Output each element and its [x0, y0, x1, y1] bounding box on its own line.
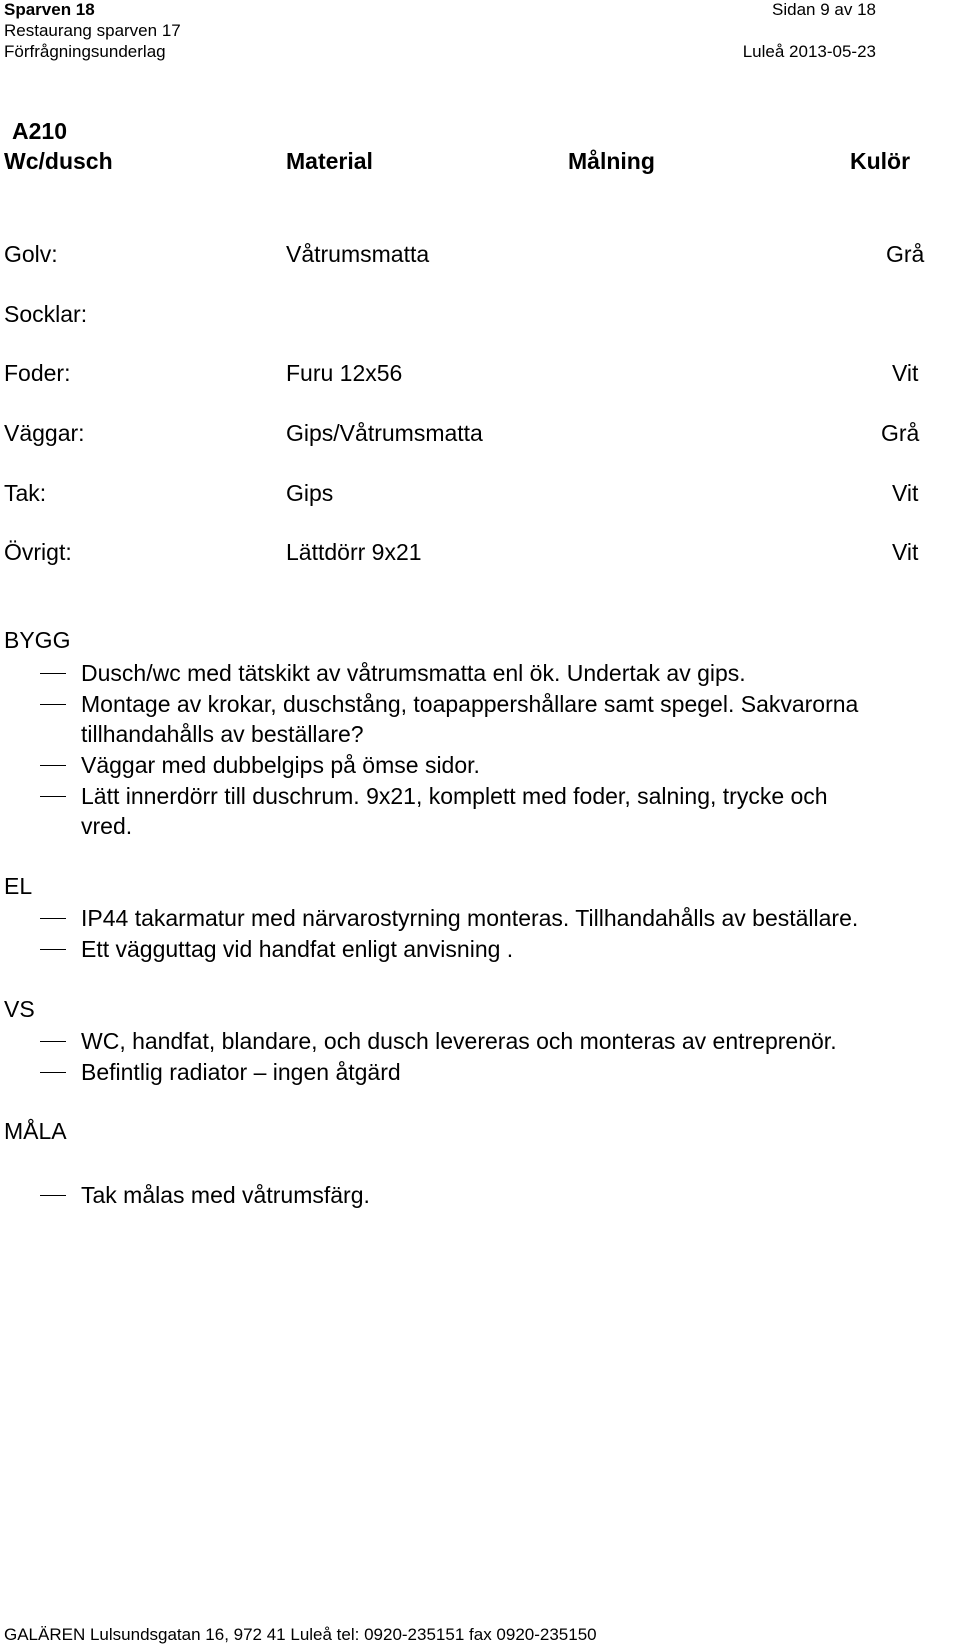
- column-paint: Målning: [568, 148, 655, 174]
- list-item: Befintlig radiator – ingen åtgärd: [81, 1059, 401, 1085]
- dash-bullet: [40, 704, 66, 705]
- section-title-vs: VS: [4, 996, 35, 1022]
- row-material: Gips/Våtrumsmatta: [286, 420, 483, 446]
- list-item: Väggar med dubbelgips på ömse sidor.: [81, 752, 480, 778]
- row-color: Vit: [892, 480, 919, 506]
- dash-bullet: [40, 673, 66, 674]
- subtitle: Restaurang sparven 17: [4, 21, 181, 40]
- dash-bullet: [40, 918, 66, 919]
- dash-bullet: [40, 796, 66, 797]
- row-material: Lättdörr 9x21: [286, 539, 422, 565]
- row-label: Socklar:: [4, 301, 88, 327]
- dash-bullet: [40, 765, 66, 766]
- row-color: Vit: [892, 360, 919, 386]
- row-color: Grå: [881, 420, 920, 446]
- list-item: Lätt innerdörr till duschrum. 9x21, komplett med foder, salning, trycke och: [81, 783, 828, 809]
- row-label: Övrigt:: [4, 539, 72, 565]
- room-name: Wc/dusch: [4, 148, 113, 174]
- row-label: Väggar:: [4, 420, 85, 446]
- dash-bullet: [40, 949, 66, 950]
- list-item: WC, handfat, blandare, och dusch levereras och monteras av entreprenör.: [81, 1028, 837, 1054]
- list-item: Tak målas med våtrumsfärg.: [81, 1182, 370, 1208]
- list-item-continuation: vred.: [81, 813, 133, 839]
- row-material: Furu 12x56: [286, 360, 403, 386]
- row-material: Gips: [286, 480, 334, 506]
- dash-bullet: [40, 1195, 66, 1196]
- section-title-bygg: BYGG: [4, 627, 71, 653]
- section-title-mala: MÅLA: [4, 1118, 67, 1144]
- room-code: A210: [12, 118, 67, 144]
- list-item: Montage av krokar, duschstång, toapappershållare samt spegel. Sakvarorna: [81, 691, 859, 717]
- column-material: Material: [286, 148, 373, 174]
- dash-bullet: [40, 1041, 66, 1042]
- column-color: Kulör: [850, 148, 911, 174]
- project-name: Sparven 18: [4, 0, 95, 19]
- list-item: Dusch/wc med tätskikt av våtrumsmatta enl ök. Undertak av gips.: [81, 660, 746, 686]
- row-material: Våtrumsmatta: [286, 241, 430, 267]
- dash-bullet: [40, 1072, 66, 1073]
- section-title-el: EL: [4, 873, 33, 899]
- document-type: Förfrågningsunderlag: [4, 42, 166, 61]
- list-item-continuation: tillhandahålls av beställare?: [81, 721, 364, 747]
- row-label: Foder:: [4, 360, 71, 386]
- footer-address: GALÄREN Lulsundsgatan 16, 972 41 Luleå tel: 0920-235151 fax 0920-235150: [4, 1625, 597, 1644]
- row-color: Grå: [886, 241, 925, 267]
- row-color: Vit: [892, 539, 919, 565]
- row-label: Tak:: [4, 480, 47, 506]
- page-number: Sidan 9 av 18: [772, 0, 876, 19]
- list-item: Ett vägguttag vid handfat enligt anvisning .: [81, 936, 514, 962]
- list-item: IP44 takarmatur med närvarostyrning monteras. Tillhandahålls av beställare.: [81, 905, 859, 931]
- place-date: Luleå 2013-05-23: [742, 42, 876, 61]
- row-label: Golv:: [4, 241, 58, 267]
